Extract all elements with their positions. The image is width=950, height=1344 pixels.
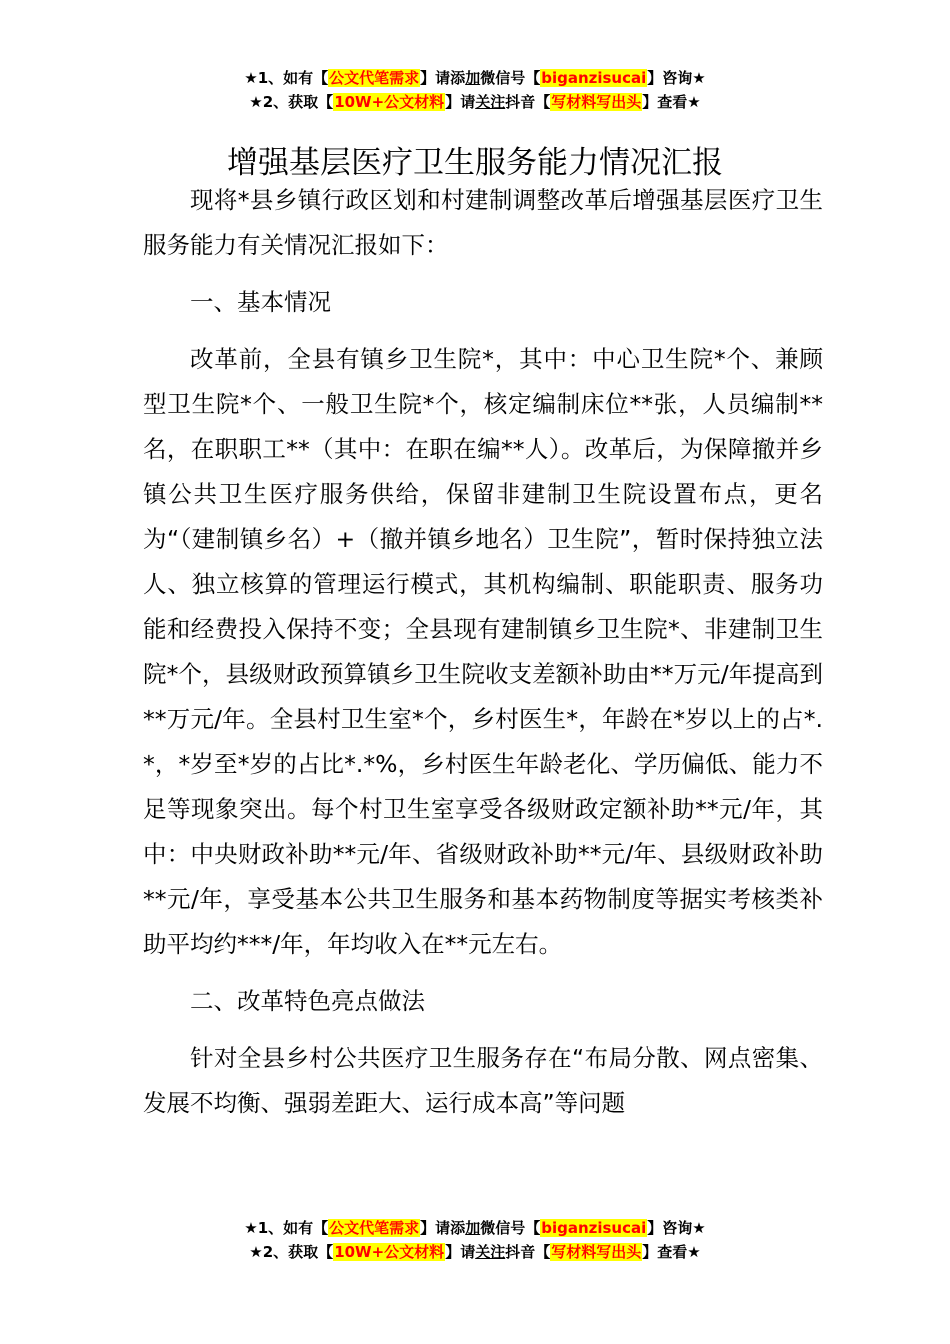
promo-line-1	[0, 66, 950, 90]
promo-underlined-text: 加	[465, 1219, 481, 1237]
body-paragraph: 改革前，全县有镇乡卫生院*，其中：中心卫生院*个、兼顾型卫生院*个、一般卫生院*个，核定编制床位**张，人员编制**名，在职职工**（其中：在职在编**人）。改革后，为保障撤并乡镇公共卫生医疗服务供给，保留非建制卫生院设置布点，更名为“（建制镇乡名）+（撤并镇乡地名）卫生院”，暂时保持独立法人、独立核算的管理运行模式，其机构编制、职能职责、服务功能和经费投入保持不变；全县现有建制镇乡卫生院*、非建制卫生院*个，县级财政预算镇乡卫生院收支差额补助由**万元/年提高到**万元/年。全县村卫生室*个，乡村医生*，年龄在*岁以上的占*.*，*岁至*岁的占比*.*%，乡村医生年龄老化、学历偏低、能力不足等现象突出。每个村卫生室享受各级财政定额补助**元/年，其中：中央财政补助**元/年、省级财政补助**元/年、县级财政补助**元/年，享受基本公共卫生服务和基本药物制度等据实考核类补助平均约***/年，年均收入在**元左右。	[143, 345, 823, 958]
promo-wechat-id: biganzisucai	[541, 69, 647, 87]
promo-text: ★1、如有【	[244, 1219, 329, 1237]
promo-douyin-id: 写材料写出头	[551, 93, 642, 111]
promo-highlight: 10W+公文材料	[334, 93, 445, 111]
promo-underlined-text: 加	[465, 69, 481, 87]
section-heading-2: 二、改革特色亮点做法	[190, 987, 425, 1015]
promo-underlined-text: 关注	[475, 1243, 506, 1261]
promo-line-2	[0, 90, 950, 114]
intro-paragraph: 现将*县乡镇行政区划和村建制调整改革后增强基层医疗卫生服务能力有关情况汇报如下：	[143, 186, 823, 259]
document-title: 增强基层医疗卫生服务能力情况汇报	[227, 144, 723, 181]
promo-text: 微信号【	[480, 69, 541, 87]
section-heading-1: 一、基本情况	[190, 288, 331, 316]
promo-highlight: 公文代笔需求	[329, 1219, 420, 1237]
promo-highlight: 公文代笔需求	[329, 69, 420, 87]
promo-text: 抖音【	[505, 93, 551, 111]
promo-text: 】咨询★	[647, 69, 706, 87]
promo-text: 抖音【	[505, 1243, 551, 1261]
promo-line-1	[0, 1216, 950, 1240]
promo-text: ★1、如有【	[244, 69, 329, 87]
promo-text: 】查看★	[642, 93, 701, 111]
promo-text: 】咨询★	[647, 1219, 706, 1237]
promo-text: ★2、获取【	[249, 1243, 334, 1261]
promo-text: 】请添	[420, 69, 466, 87]
promo-banner-top	[0, 66, 950, 114]
promo-text: 】请	[445, 93, 476, 111]
promo-text: 微信号【	[480, 1219, 541, 1237]
promo-text: ★2、获取【	[249, 93, 334, 111]
document-body	[143, 178, 823, 1138]
promo-text: 】请	[445, 1243, 476, 1261]
promo-text: 】查看★	[642, 1243, 701, 1261]
promo-line-2	[0, 1240, 950, 1264]
promo-banner-bottom	[0, 1216, 950, 1264]
body-paragraph: 针对全县乡村公共医疗卫生服务存在“布局分散、网点密集、发展不均衡、强弱差距大、运行成本高”等问题	[143, 1044, 823, 1117]
promo-wechat-id: biganzisucai	[541, 1219, 647, 1237]
promo-underlined-text: 关注	[475, 93, 506, 111]
promo-douyin-id: 写材料写出头	[551, 1243, 642, 1261]
promo-text: 】请添	[420, 1219, 466, 1237]
promo-highlight: 10W+公文材料	[334, 1243, 445, 1261]
